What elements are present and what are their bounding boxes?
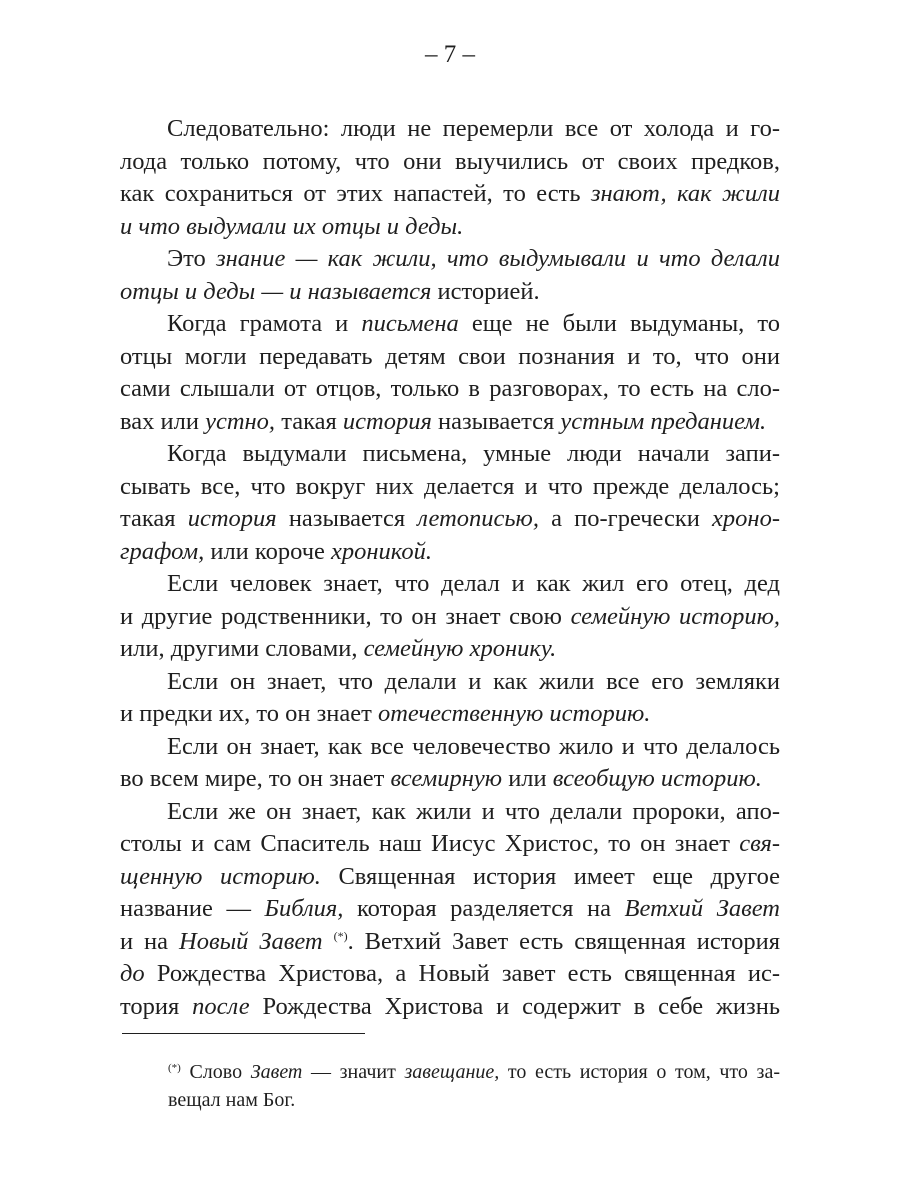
text-run: которая разделяется на (343, 895, 625, 922)
italic-text: летописью, (417, 505, 539, 532)
italic-text: отечественную историю. (377, 700, 651, 727)
italic-text: Завет (250, 1061, 303, 1083)
text-run: во всем мире, то он знает (120, 765, 391, 792)
italic-text: всемирную (390, 765, 503, 792)
italic-text: устным преданием. (560, 407, 767, 435)
text-line (120, 796, 780, 829)
text-run: Если же он знает, как жили и что делали пророки, апо- (167, 797, 780, 825)
italic-text: семейную хронику. (363, 635, 557, 662)
footnote-divider (122, 1033, 365, 1034)
text-run: или, другими словами, (120, 635, 364, 662)
text-run: а по-гречески (538, 505, 713, 532)
footnote (168, 1058, 780, 1114)
text-run: лода только потому, что они выучились от своих предков, (120, 147, 780, 175)
italic-text: устно, (205, 407, 276, 435)
text-run: как сохраниться от этих напастей, то есть (120, 180, 591, 207)
italic-text: графом, (120, 537, 205, 565)
italic-text: хроникой. (331, 537, 432, 565)
text-run: Священная история имеет еще другое (320, 862, 780, 890)
italic-text: щенную историю. (120, 862, 321, 890)
text-line (120, 861, 780, 894)
text-run: и другие родственники, то он знает свою (120, 602, 571, 630)
text-line (120, 698, 780, 731)
text-line (120, 991, 780, 1024)
text-run: такая (120, 505, 188, 532)
text-run: еще не были выдуманы, то (458, 310, 781, 337)
text-line (120, 211, 780, 244)
text-run: вещал нам Бог. (168, 1089, 296, 1111)
text-line (120, 243, 780, 276)
italic-text: знают, как жили (590, 180, 781, 207)
text-run: — значит (302, 1061, 405, 1083)
text-run: и на (120, 927, 179, 955)
italic-text: письмена (361, 310, 459, 337)
text-line (120, 536, 780, 569)
text-run: тория (120, 992, 193, 1020)
text-line (120, 958, 780, 991)
text-run: называется (431, 407, 561, 435)
text-run: или (502, 765, 553, 792)
text-line (120, 113, 780, 146)
text-run: название — (120, 895, 265, 922)
text-line (120, 763, 780, 796)
text-run: . Ветхий Завет есть священная история (347, 927, 780, 955)
text-line (120, 308, 780, 341)
text-line (120, 893, 780, 926)
text-line (120, 731, 780, 764)
text-line (120, 926, 780, 959)
italic-text: семейную историю, (570, 602, 780, 630)
text-run: сывать все, что вокруг них делается и что прежде делалось; (120, 472, 780, 500)
page-number: – 7 – (425, 41, 475, 68)
text-line (120, 341, 780, 374)
text-line (120, 373, 780, 406)
italic-text: история (342, 407, 432, 435)
text-run: или короче (204, 537, 332, 565)
text-run: Рождества Христова и содержит в себе жизнь (249, 992, 781, 1020)
text-run: Когда грамота и (167, 310, 362, 337)
text-run: Рождества Христова, а Новый завет есть священная ис- (144, 960, 780, 987)
text-line (120, 471, 780, 504)
italic-text: завещание, (404, 1061, 500, 1083)
text-run: столы и сам Спаситель наш Иисус Христос, то он знает (120, 830, 740, 857)
italic-text: до (120, 960, 145, 987)
text-run: Если он знает, как все человечество жило и что делалось (167, 732, 780, 760)
text-run: Слово (180, 1061, 251, 1083)
italic-text: свя- (739, 830, 780, 857)
text-line (120, 406, 780, 439)
text-run: сами слышали от отцов, только в разговорах, то есть на сло- (120, 375, 780, 402)
text-line (120, 633, 780, 666)
text-run: отцы могли передавать детям свои познания и то, что они (120, 342, 780, 370)
text-line (120, 276, 780, 309)
text-run: и предки их, то он знает (120, 700, 378, 727)
italic-text: Библия, (264, 895, 344, 922)
text-line (120, 438, 780, 471)
text-run: Следовательно: люди не перемерли все от холода и го- (167, 115, 780, 142)
footnote-marker: (*) (333, 928, 348, 943)
text-run: Когда выдумали письмена, умные люди начали запи- (167, 440, 780, 467)
text-line (120, 568, 780, 601)
italic-text: после (192, 992, 250, 1020)
text-run: Если он знает, что делали и как жили все его земляки (167, 667, 780, 695)
text-run: вах или (120, 407, 206, 435)
italic-text: Ветхий Завет (624, 895, 780, 922)
text-line (120, 503, 780, 536)
footnote-marker: (*) (168, 1062, 181, 1074)
italic-text: хроно- (712, 505, 780, 532)
footnote-line (168, 1086, 780, 1114)
text-line (120, 178, 780, 211)
text-run: историей. (431, 277, 540, 305)
body-text (120, 113, 780, 1023)
text-run: то есть история о том, что за- (499, 1061, 780, 1083)
italic-text: и что выдумали их отцы и деды. (120, 212, 464, 240)
text-line (120, 601, 780, 634)
italic-text: Новый Завет (179, 927, 323, 955)
text-run: называется (276, 505, 418, 532)
text-run: Это (167, 245, 217, 272)
italic-text: всеобщую историю. (552, 765, 762, 792)
text-run (323, 928, 334, 955)
footnote-line (168, 1058, 780, 1086)
italic-text: история (187, 505, 277, 532)
text-line (120, 146, 780, 179)
text-run: такая (275, 407, 343, 435)
italic-text: отцы и деды — и называется (120, 277, 432, 305)
text-run: Если человек знает, что делал и как жил его отец, дед (167, 570, 780, 597)
italic-text: знание — как жили, что выдумывали и что делали (216, 245, 780, 272)
text-line (120, 666, 780, 699)
text-line (120, 828, 780, 861)
